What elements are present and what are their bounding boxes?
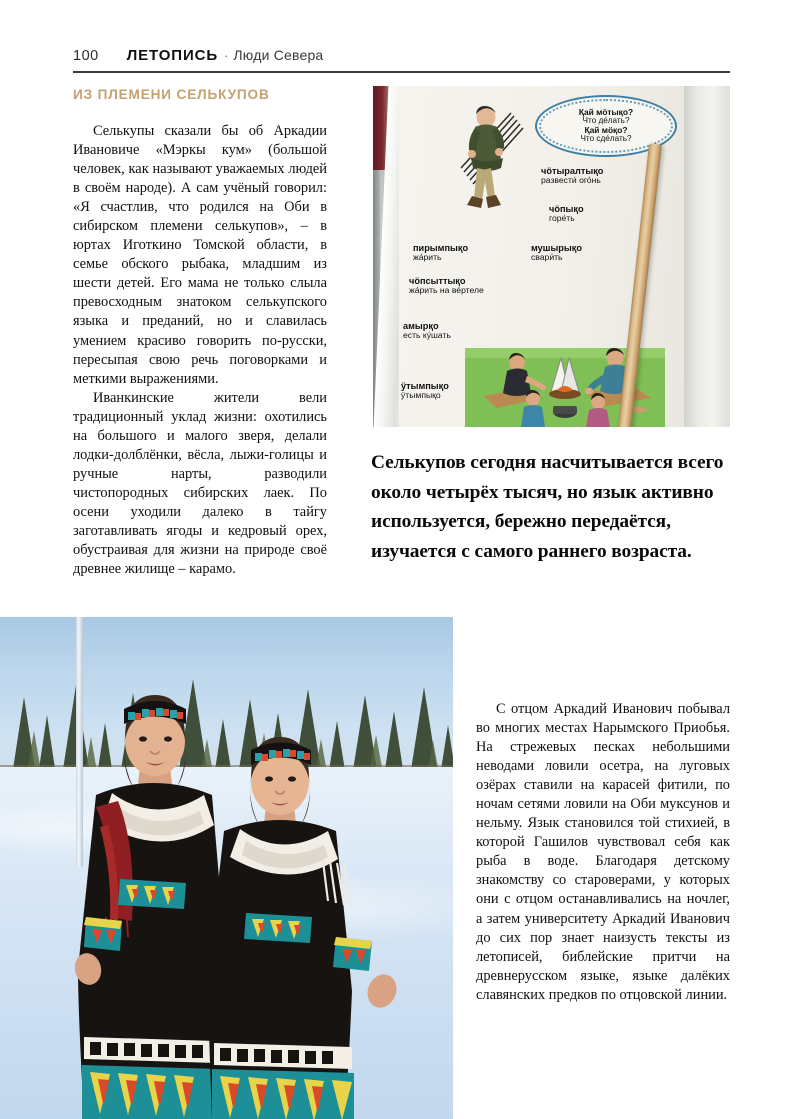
running-head-separator: · [224, 48, 229, 63]
vocabulary-selkup: мушырықо [531, 243, 582, 253]
running-head-rule [73, 71, 730, 73]
bubble-russian-line-2: Что сде́лать? [580, 134, 632, 144]
vocabulary-selkup: ӱтымпықо [401, 381, 449, 391]
vocabulary-selkup: чӧпықо [549, 204, 584, 214]
vocabulary-selkup: чӧтыралтықо [541, 166, 604, 176]
paragraph: Иванкинские жители вели традиционный уклад жизни: охотились на большого и малого зверя, делали лодки-долблёнки, вёсла, лыжи-голицы и ручные нарты, разводили чистопородных сибирских лаек. По осени уходили далеко в тайгу заготавливать ягоды и кедровый орех, обустраивая для жизни на природе своё древнее жилище – карамо. [73, 389, 327, 578]
rubric-label: Люди Севера [233, 47, 324, 63]
pull-quote: Селькупов сегодня насчитывается всего около четырёх тысяч, но язык активно используется, бережно передаётся, изучается с самого раннего возраста. [371, 452, 724, 562]
vocabulary-selkup: чӧпсыттықо [409, 276, 466, 286]
paragraph: Селькупы сказали бы об Аркадии Ивановиче «Мэркы кум» (большой человек, как называют уважаемых людей в своём народе). А сам учёный говорил: «Я счастлив, что родился на Оби в сибирском племени селькупов», – в юртах Иготкино Томской области, в семье обского рыбака, младшим из шести детей. Его мама не только слыла превосходным знатоком селькупского языка и преданий, но и славилась умением красиво говорить по-русски, пересыпая свою речь поговорками и меткими выражениями. [73, 123, 327, 387]
magazine-title: ЛЕТОПИСЬ [126, 47, 219, 64]
running-head [73, 47, 730, 71]
vocabulary-selkup: пирымпықо [413, 243, 469, 253]
vocabulary-entry [413, 243, 468, 263]
section-heading: ИЗ ПЛЕМЕНИ СЕЛЬКУПОВ [73, 87, 270, 102]
vocabulary-russian: есть ку́шать [403, 330, 451, 341]
vocabulary-russian: жа́рить [413, 252, 442, 263]
vocabulary-entry [403, 321, 451, 341]
vocabulary-russian: свари́ть [531, 252, 563, 263]
vocabulary-russian: жа́рить на ве́ртеле [409, 285, 484, 296]
vocabulary-russian: горе́ть [549, 213, 575, 224]
bubble-selkup-line-2: Қай мӧқо? [584, 125, 628, 135]
photo-textbook-spread [373, 86, 730, 427]
vocabulary-entry [541, 166, 603, 186]
bubble-selkup-line-1: Қай мӧтықо? [578, 107, 634, 118]
vocabulary-selkup: амырқо [403, 321, 439, 331]
paragraph: С отцом Аркадий Иванович побывал во многих местах Нарымского Приобья. На стрежевых песках небольшими неводами ловили осетра, на луговых озёрах ставили на карасей фитили, по ночам сетями ловили на Оби муксунов и нельму. Язык становился той стихией, в которой Гашилов чувствовал себя как рыба в воде. Благодаря детскому знакомству со староверами, у которых они с отцом останавливались на ночлег, а затем университету Аркадий Иванович до сих пор знает наизусть тексты из летописей, библейские притчи на древнерусском языке, языке далёких славянских предков по отцовской линии. [476, 701, 730, 1003]
body-column-left [73, 122, 327, 579]
illustration-man-with-firewood [453, 100, 525, 230]
vocabulary-entry [401, 381, 449, 401]
vocabulary-russian: развести́ ого́нь [541, 175, 601, 186]
vocabulary-entry [531, 243, 582, 263]
textbook-next-leaf [684, 86, 730, 427]
photo-women-in-selkup-costume [0, 617, 453, 1119]
vocabulary-russian: ӱтымпықо [401, 390, 441, 401]
page-number: 100 [73, 48, 99, 64]
vocabulary-entry [409, 276, 484, 296]
body-column-right [476, 700, 730, 1005]
bubble-russian-line-1: Что де́лать? [582, 116, 630, 126]
vocabulary-entry [549, 204, 584, 224]
photo-two-women-figures [0, 617, 453, 1119]
